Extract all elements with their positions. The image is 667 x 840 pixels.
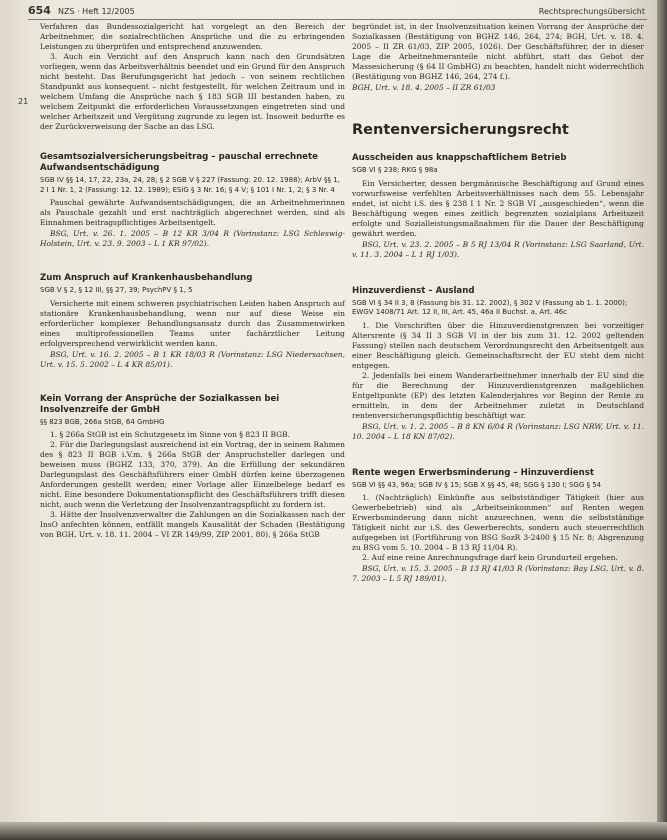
section-heading: Hinzuverdienst – Ausland bbox=[352, 285, 475, 296]
case-citation: BSG, Urt. v. 23. 2. 2005 – B 5 RJ 13/04 R (Vorinstanz: LSG Saarland, Urt. v. 11. 3. 2004 – L 1 RJ 1/03). bbox=[352, 239, 644, 259]
header-rule bbox=[28, 19, 647, 20]
case-citation: BGH, Urt. v. 18. 4. 2005 – II ZR 61/03 bbox=[352, 83, 496, 92]
norm-references: SGB VI §§ 43, 96a; SGB IV § 15; SGB X §§ 45, 48; SGG § 130 I; SGG § 54 bbox=[352, 480, 602, 489]
norm-references: SGB IV §§ 14, 17, 22, 23a, 24, 28; § 2 SGB V § 227 (Fassung: 20. 12. 1988); ArbV §§ 1, 2 I 1 Nr. 1, 2 (Fassung: 12. 12. 1989); ESiG § 3 Nr. 16; § 4 V; § 101 I Nr. 1, 2; § 3 Nr. 4 bbox=[40, 176, 340, 194]
margin-number: 21 bbox=[18, 97, 29, 106]
paragraph: Versicherte mit einem schweren psychiatrischen Leiden haben Anspruch auf stationäre Krankenhausbehandlung, wenn nur auf diese Weise ein erforderlicher komplexer Behandlungsansatz durch das Zusammenwirken eines multiprofessionellen Teams unter fachärztlicher Leitung erfolgversprechend verwirklicht werden kann. bbox=[40, 298, 345, 348]
page-edge-shadow bbox=[657, 0, 667, 840]
case-citation: BSG, Urt. v. 26. 1. 2005 – B 12 KR 3/04 R (Vorinstanz: LSG Schleswig-Holstein, Urt. v. 23. 9. 2003 – L 1 KR 97/02). bbox=[40, 229, 345, 248]
section-heading: Gesamtsozialversicherungsbeitrag – pauschal errechnete Aufwandsentschädigung bbox=[40, 152, 318, 173]
section-heading: Rente wegen Erwerbsminderung – Hinzuverdienst bbox=[352, 467, 594, 478]
paragraph: Pauschal gewährte Aufwandsentschädigungen, die an Arbeitnehmerinnen als Pauschale gezahlt und erst nachträglich abgerechnet werden, sind als Einnahmen beitragspflichtiges Arbeitsentgelt. bbox=[40, 198, 345, 227]
left-column bbox=[40, 22, 345, 540]
page-number: 654 bbox=[28, 4, 51, 17]
journal-name: NZS · Heft 12/2005 bbox=[58, 7, 135, 16]
paragraph: Verfahren das Bundessozialgericht hat vorgelegt an den Bereich der Arbeitnehmer, die sozialrechtlichen Ansprüche und die zu erbringenden Leistungen zu überprüfen und entsprechend anzuwenden. bbox=[40, 22, 345, 51]
paragraph: 3. Hätte der Insolvenzverwalter die Zahlungen an die Sozialkassen nach der InsO anfechten können, entfällt mangels Kausalität der Schaden (Bestätigung von BGH, Urt. v. 18. 11. 2004 – VI ZR 149/99, ZIP 2001, 80). § 266a StGB bbox=[40, 510, 345, 539]
case-citation: BSG, Urt. v. 15. 3. 2005 – B 13 RJ 41/03 R (Vorinstanz: Bay LSG, Urt. v. 8. 7. 2003 – L 5 RJ 189/01). bbox=[352, 564, 644, 583]
case-citation: BSG, Urt. v. 1. 2. 2005 – B 8 KN 6/04 R (Vorinstanz: LSG NRW, Urt. v. 11. 10. 2004 – L 18 KN 87/02). bbox=[352, 421, 644, 441]
paragraph: begründet ist, in der Insolvenzsituation keinen Vorrang der Ansprüche der Sozialkassen (Bestätigung von BGHZ 146, 264, 274; BGH, Urt. v. 18. 4. 2005 – II ZR 61/03, ZIP 2005, 1026). Der Geschäftsführer, der in dieser Lage die Arbeitnehmeranteile nicht abführt, statt das Gebot der Massesicherung (§ 64 II GmbHG) zu beachten, handelt nicht widerrechtlich (Bestätigung von BGHZ 146, 264, 274 f.). bbox=[352, 22, 644, 81]
paragraph: Ein Versicherter, dessen bergmännische Beschäftigung auf Grund eines vorwurfsweise verfehlten Arbeitsverhältnisses nach dem 55. Lebensjahr endet, ist nicht i.S. des § 238 I 1 Nr. 2 SGB VI „ausgeschieden“, wenn die Beschäftigung wegen eines zeitlich begrenzten sozialplans Arbeitszeit erfolgte und Sozialleistungsmaßnahmen für die Dauer der Beschäftigung gewährt werden. bbox=[352, 178, 644, 238]
norm-references: SGB VI § 238; RKG § 98a bbox=[352, 166, 438, 174]
paragraph: 3. Auch ein Verzicht auf den Anspruch kann nach den Grundsätzen vorliegen, wenn das Arbeitsverhältnis beendet und ein Grund für den Anspruch nicht besteht. Das Berufungsgericht hat jedoch – von seinem rechtlichen Standpunkt aus konsequent – nicht festgestellt, für welchen Zeitraum und in welchem Umfang die Ansprüche nach § 183 SGB III bestanden haben, zu welchem Zeitpunkt die erforderlichen Voraussetzungen eingetreten sind und welcher Arbeitszeit und Vergütung zugrunde zu legen ist. Insoweit bedurfte es der Zurückverweisung der Sache an das LSG. bbox=[40, 52, 345, 131]
norm-references: §§ 823 BGB, 266a StGB, 64 GmbHG bbox=[40, 417, 165, 426]
case-citation: BSG, Urt. v. 16. 2. 2005 – B 1 KR 18/03 R (Vorinstanz: LSG Niedersachsen, Urt. v. 15. 5. 2002 – L 4 KR 85/01). bbox=[40, 349, 345, 369]
section-heading: Zum Anspruch auf Krankenhausbehandlung bbox=[40, 273, 253, 283]
right-column bbox=[352, 22, 644, 584]
paragraph: 2. Für die Darlegungslast ausreichend ist ein Vortrag, der in seinem Rahmen des § 823 II BGB i.V.m. § 266a StGB der Anspruchsteller darlegen und beweisen muss (BGHZ 133, 370, 379). An die Erfüllung der sekundären Darlegungslast des Geschäftsführers einer GmbH dürfen keine überzogenen Anforderungen gestellt werden; einer Vorlage aller Einzelbelege bedarf es nicht. Eine besondere Dokumentationspflicht des Geschäftsführers trifft diesen nicht, auch wenn die Verletzung der Insolvenzantragspflicht zu fordern ist. bbox=[40, 440, 345, 509]
section-heading: Kein Vorrang der Ansprüche der Sozialkassen bei Insolvenzreife der GmbH bbox=[40, 393, 280, 415]
running-head bbox=[28, 4, 653, 20]
norm-references: SGB V § 2, § 12 III, §§ 27, 39; PsychPV § 1, 5 bbox=[40, 286, 193, 294]
running-title: Rechtsprechungsübersicht bbox=[538, 7, 645, 16]
paragraph: 2. Jedenfalls bei einem Wanderarbeitnehmer innerhalb der EU sind die für die Berechnung der Hinzuverdienstgrenzen maßgeblichen Entgeltpunkte (EP) des letzten Kalenderjahres vor Beginn der Rente zu ermitteln, in dem der Arbeitnehmer zuletzt in Deutschland rentenversicherungspflichtig beschäftigt war. bbox=[352, 370, 644, 420]
norm-references: SGB VI § 34 II 3, 8 (Fassung bis 31. 12. 2002), § 302 V (Fassung ab 1. 1. 2000); EWGV 1408/71 Art. 12 II, III, Art. 45, 46a II Buchst. a, Art. 46c bbox=[352, 298, 628, 316]
section-heading: Ausscheiden aus knappschaftlichem Betrieb bbox=[352, 153, 567, 163]
paragraph: 1. Die Vorschriften über die Hinzuverdienstgrenzen bei vorzeitiger Altersrente (§ 34 II 3 SGB VI in der bis zum 31. 12. 2002 geltenden Fassung) stellen nach deutschem Verordnungsrecht den Arbeitsentgelt aus einer Beschäftigung gleich. Gemeinschaftsrecht der EU steht dem nicht entgegen. bbox=[352, 320, 644, 370]
paragraph: 1. § 266a StGB ist ein Schutzgesetz im Sinne von § 823 II BGB. bbox=[50, 430, 290, 439]
paragraph: 1. (Nachträglich) Einkünfte aus selbstständiger Tätigkeit (hier aus Gewerbebetrieb) sind als „Arbeitseinkommen“ auf Renten wegen Erwerbsminderung dann nicht anzurechnen, wenn die selbstständige Tätigkeit nicht zur i.S. des Gewerberechts, sondern auch steuerrechtlich aufgegeben ist (Fortführung von BSG SozR 3-2400 § 15 Nr. 8; Abgrenzung zu BSG vom 5. 10. 2004 – B 13 RJ 11/04 R). bbox=[352, 493, 644, 552]
main-heading: Rentenversicherungsrecht bbox=[352, 122, 569, 138]
page-bottom-shadow bbox=[0, 822, 667, 840]
paragraph: 2. Auf eine reine Anrechnungsfrage darf kein Grundurteil ergehen. bbox=[362, 553, 618, 562]
